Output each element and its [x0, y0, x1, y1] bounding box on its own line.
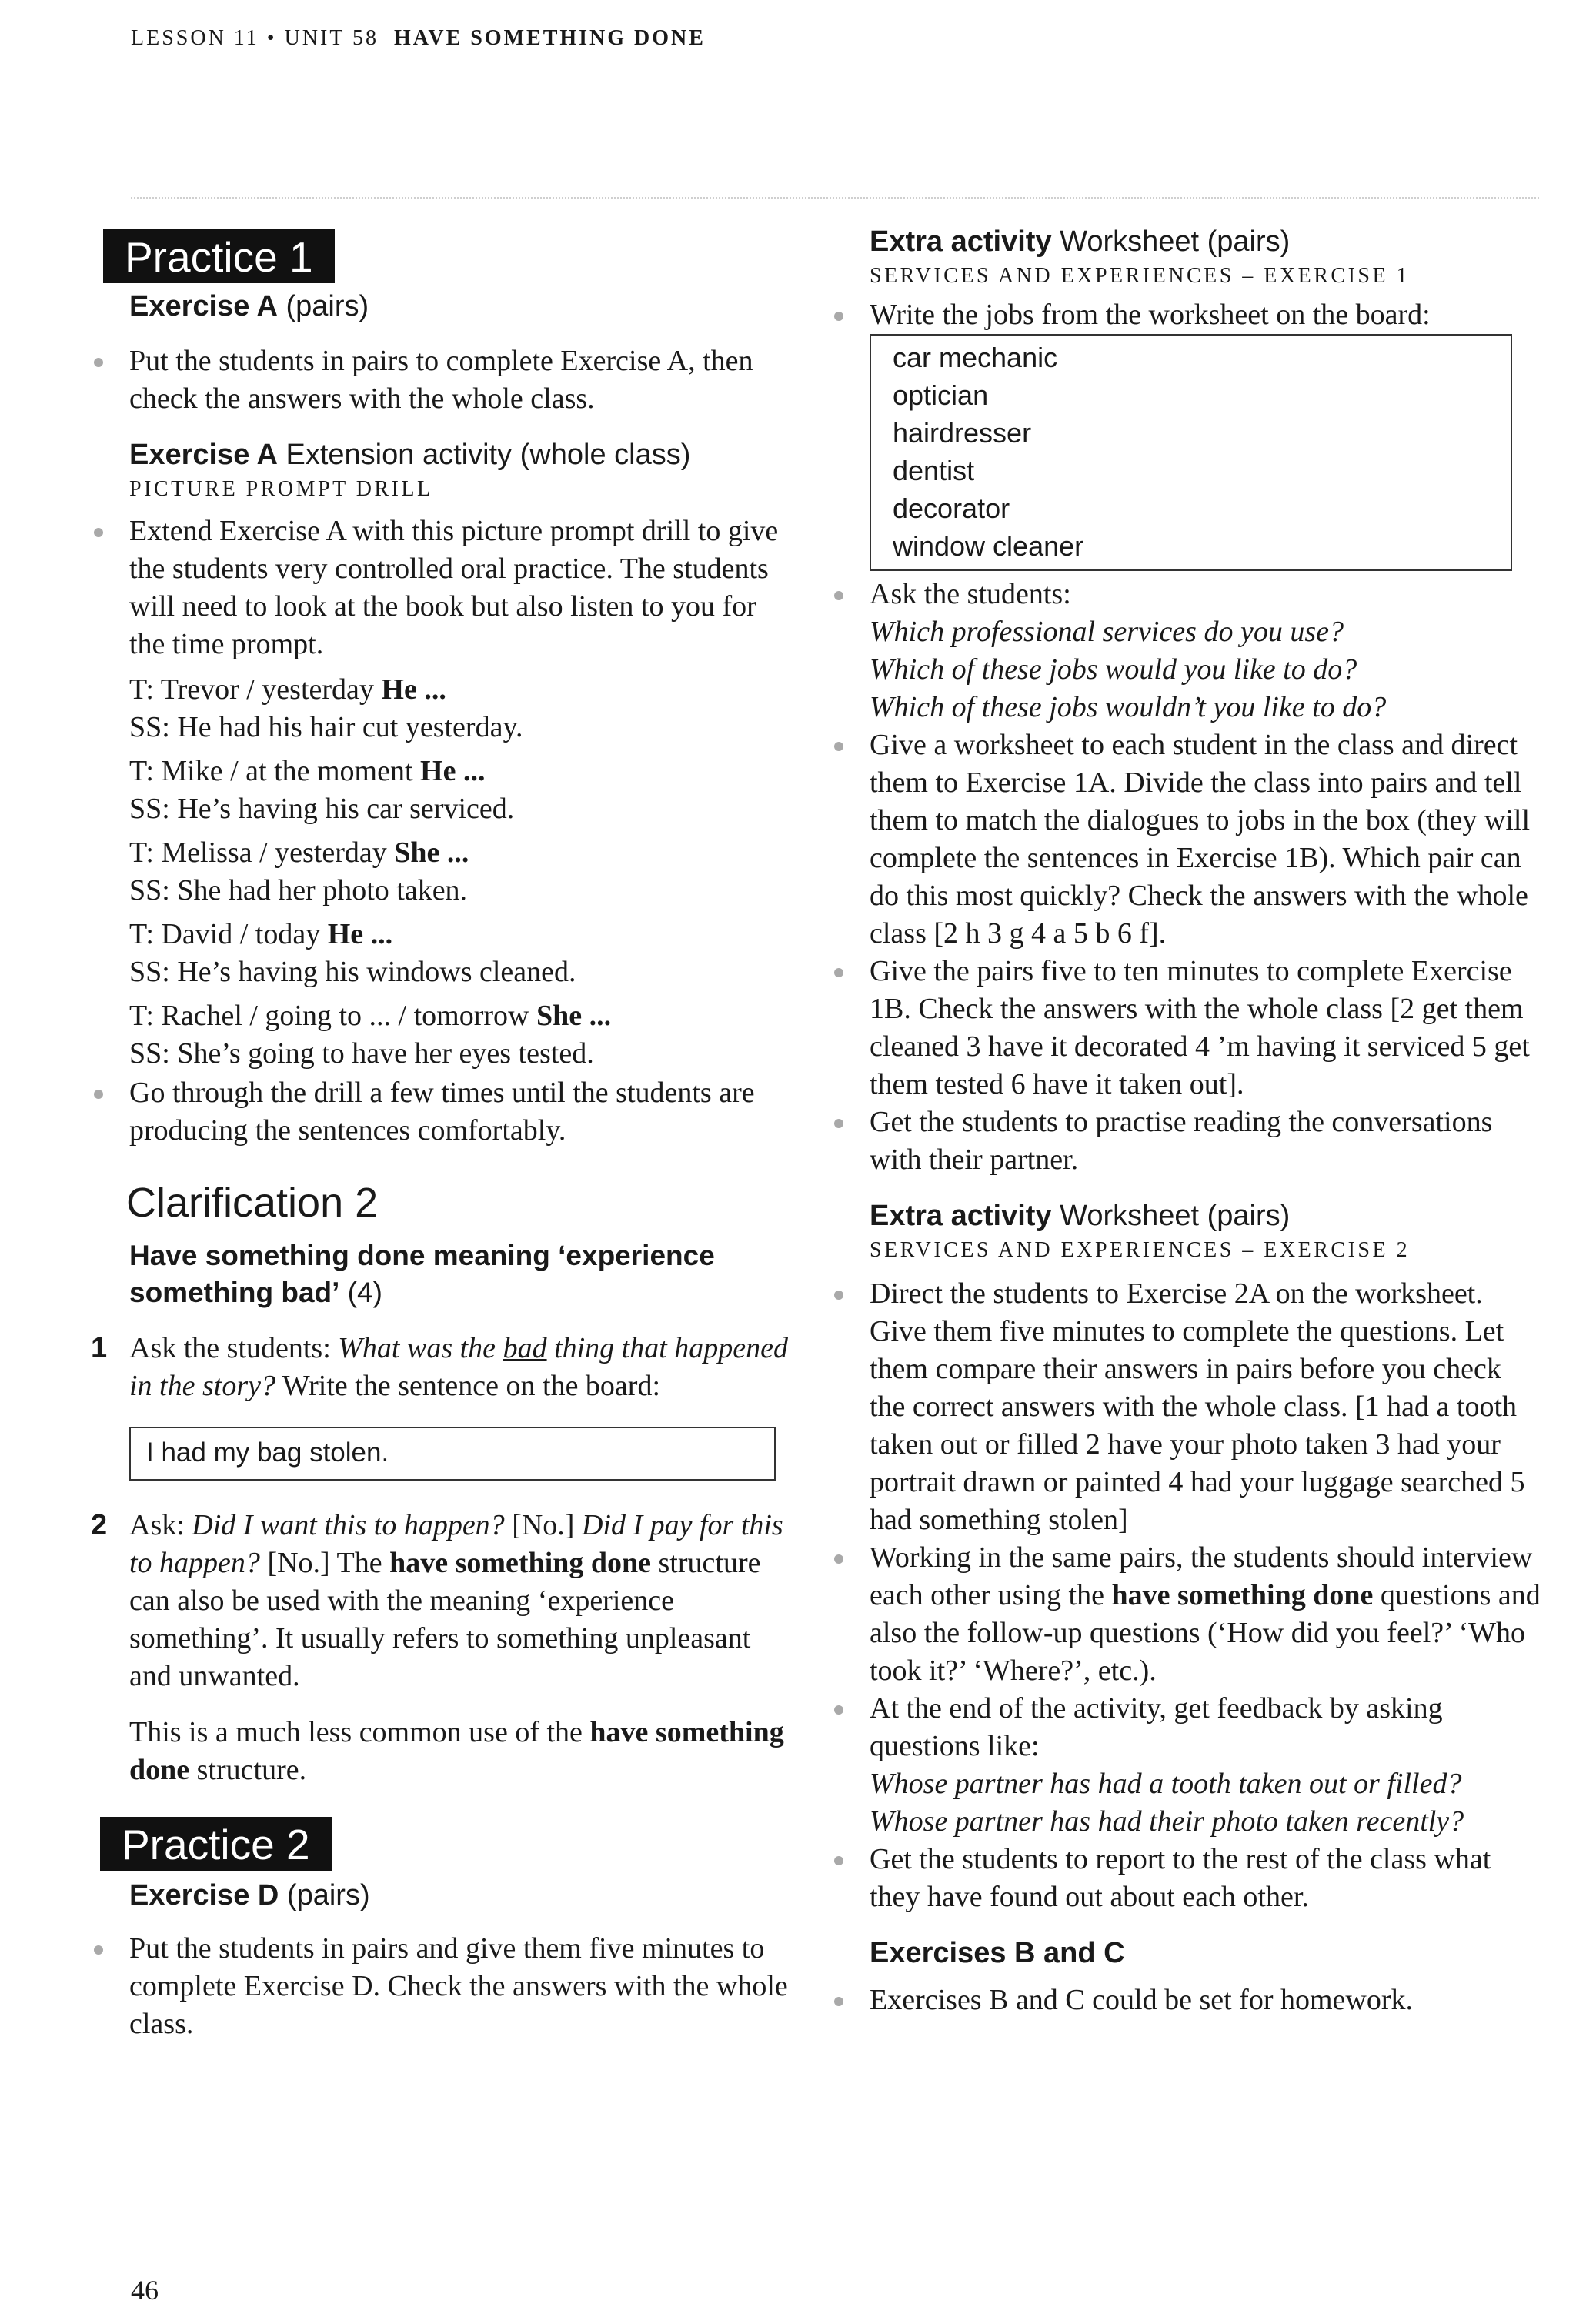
numbered-item-1 [83, 1330, 799, 1405]
item-question: thing that happened in the story? [129, 1332, 789, 1402]
item-number: 1 [91, 1332, 108, 1364]
drill-prompt [129, 671, 799, 709]
clarification-subheading-rest: (4) [339, 1277, 382, 1308]
drill-response: SS: She’s going to have her eyes tested. [129, 1037, 594, 1070]
item-underlined-word: bad [503, 1332, 547, 1364]
running-head-unit: UNIT 58 [284, 26, 379, 50]
bullet-interview [823, 1539, 1543, 1690]
job-item: window cleaner [893, 530, 1084, 562]
item-text: Ask: [129, 1509, 192, 1541]
bullet-ask-students: Ask the students: [823, 576, 1543, 613]
item-question: Did I pay for this to happen? [129, 1509, 783, 1579]
item-text: [No.] [504, 1509, 582, 1541]
jobs-box [870, 334, 1512, 571]
extra-activity-2-heading-rest: Worksheet (pairs) [1051, 1200, 1291, 1232]
bullet-text: questions and also the follow-up questions (‘How did you feel?’ ‘Who took it?’ ‘Where?’, etc.). [870, 1579, 1541, 1687]
practice-2-banner: Practice 2 [100, 1817, 332, 1871]
item-text: Ask the students: [129, 1332, 339, 1364]
exercise-d-heading-rest: (pairs) [279, 1879, 370, 1912]
usage-note-text: structure. [189, 1754, 307, 1786]
drill-teacher-line: T: Trevor / yesterday [129, 673, 382, 706]
page-number: 46 [131, 2275, 159, 2306]
right-column [823, 223, 1543, 2019]
job-item: dentist [893, 455, 975, 486]
item-question: What was the [338, 1332, 503, 1364]
prompt-drill [129, 671, 799, 1073]
board-sentence-box: I had my bag stolen. [129, 1427, 776, 1481]
extra-activity-2-label: SERVICES AND EXPERIENCES – EXERCISE 2 [870, 1238, 1411, 1262]
bullet-write-jobs: Write the jobs from the worksheet on the board: [823, 296, 1543, 334]
job-item: decorator [893, 493, 1010, 524]
bullet-report: Get the students to report to the rest of the class what they have found out about each other. [823, 1841, 1543, 1916]
exercise-a-heading-bold: Exercise A [129, 290, 278, 322]
bullet-exercise-1b: Give the pairs five to ten minutes to complete Exercise 1B. Check the answers with the whole class [2 get them cleaned 3 have it decorated 4 ’m having it serviced 5 get them tested 6 have it taken out]. [823, 953, 1543, 1104]
usage-note-bold-term: have something done [129, 1716, 784, 1786]
bullet-bold-term: have something done [1111, 1579, 1374, 1611]
bullet-exercise-d: Put the students in pairs and give them five minutes to complete Exercise D. Check the answers with the whole class. [83, 1930, 799, 2043]
extra-activity-1-label: SERVICES AND EXPERIENCES – EXERCISE 1 [870, 264, 1411, 288]
drill-prompt [129, 753, 799, 790]
clarification-subheading-bold: Have something done meaning ‘experience something bad’ [129, 1240, 715, 1308]
clarification-2-heading: Clarification 2 [126, 1180, 379, 1226]
drill-response: SS: He’s having his car serviced. [129, 793, 515, 825]
extension-heading-rest: Extension activity (whole class) [277, 439, 691, 471]
drill-prompt [129, 997, 799, 1035]
drill-response: SS: She had her photo taken. [129, 874, 468, 907]
item-text: structure can also be used with the meaning ‘experience something’. It usually refers to something unpleasant and unwanted. [129, 1547, 761, 1692]
exercise-d-heading-bold: Exercise D [129, 1879, 279, 1912]
bullet-extend-drill: Extend Exercise A with this picture prompt drill to give the students very controlled oral practice. The students will need to look at the book but also listen to you for the time prompt. [83, 513, 799, 663]
running-head-title: HAVE SOMETHING DONE [393, 26, 706, 50]
drill-cue: She ... [394, 836, 469, 869]
extra-activity-1-heading [870, 223, 1543, 261]
picture-prompt-drill-label: PICTURE PROMPT DRILL [129, 477, 433, 501]
extra-activity-2-heading [870, 1197, 1543, 1235]
drill-prompt [129, 916, 799, 953]
job-item: car mechanic [893, 342, 1058, 373]
drill-cue: He ... [327, 918, 393, 950]
bullet-exercise-a: Put the students in pairs to complete Exercise A, then check the answers with the whole class. [83, 342, 799, 418]
drill-cue: She ... [536, 1000, 612, 1032]
item-bold-term: have something done [389, 1547, 652, 1579]
drill-teacher-line: T: David / today [129, 918, 328, 950]
numbered-item-2 [83, 1507, 799, 1695]
exercise-d-heading [129, 1877, 799, 1915]
bullet-text: Working in the same pairs, the students should interview each other using the [870, 1541, 1533, 1611]
bullet-feedback: At the end of the activity, get feedback by asking questions like: [823, 1690, 1543, 1765]
clarification-subheading [129, 1237, 799, 1311]
question: Which of these jobs wouldn’t you like to do? [870, 691, 1387, 723]
left-column [83, 223, 799, 2043]
item-question: Did I want this to happen? [192, 1509, 505, 1541]
exercises-b-c-heading [870, 1935, 1543, 1972]
bullet-homework: Exercises B and C could be set for homework. [823, 1982, 1543, 2019]
running-head-separator: • [266, 26, 277, 50]
drill-response: SS: He had his hair cut yesterday. [129, 711, 523, 743]
practice-1-banner: Practice 1 [103, 229, 335, 283]
bullet-go-through-drill: Go through the drill a few times until the students are producing the sentences comfortably. [83, 1074, 799, 1150]
item-number: 2 [91, 1509, 108, 1541]
exercises-b-c-heading-bold: Exercises B and C [870, 1937, 1125, 1969]
drill-teacher-line: T: Rachel / going to ... / tomorrow [129, 1000, 536, 1032]
drill-cue: He ... [420, 755, 486, 787]
drill-cue: He ... [381, 673, 446, 706]
drill-response: SS: He’s having his windows cleaned. [129, 956, 576, 988]
job-item: hairdresser [893, 417, 1032, 449]
top-divider [131, 197, 1539, 199]
job-item: optician [893, 379, 989, 411]
exercise-a-heading-rest: (pairs) [277, 290, 369, 322]
drill-prompt [129, 834, 799, 872]
extra-activity-1-heading-bold: Extra activity [870, 225, 1052, 258]
extra-activity-1-heading-rest: Worksheet (pairs) [1051, 225, 1291, 258]
question: Which professional services do you use? [870, 616, 1344, 648]
item-text: [No.] The [259, 1547, 390, 1579]
running-head [131, 26, 706, 51]
question: Whose partner has had their photo taken recently? [870, 1805, 1464, 1838]
exercise-a-heading [129, 288, 799, 326]
question-list [870, 613, 1543, 726]
running-head-lesson: LESSON 11 [131, 26, 259, 50]
usage-note-text: This is a much less common use of the [129, 1716, 590, 1748]
extension-heading-bold: Exercise A [129, 439, 278, 471]
item-text: Write the sentence on the board: [275, 1370, 661, 1402]
bullet-exercise-2a: Direct the students to Exercise 2A on the worksheet. Give them five minutes to complete the questions. Let them compare their answers in pairs before you check the correct answers with the whole class. [1 had a tooth taken out or filled 2 have your photo taken 3 had your portrait drawn or painted 4 had your luggage searched 5 had something stolen] [823, 1275, 1543, 1539]
feedback-questions [870, 1765, 1543, 1841]
bullet-practise-reading: Get the students to practise reading the conversations with their partner. [823, 1104, 1543, 1179]
drill-teacher-line: T: Mike / at the moment [129, 755, 421, 787]
drill-teacher-line: T: Melissa / yesterday [129, 836, 395, 869]
usage-note [129, 1714, 799, 1789]
question: Which of these jobs would you like to do? [870, 653, 1357, 686]
question: Whose partner has had a tooth taken out or filled? [870, 1768, 1462, 1800]
bullet-give-worksheet: Give a worksheet to each student in the class and direct them to Exercise 1A. Divide the class into pairs and tell them to match the dialogues to jobs in the box (they will complete the sentences in Exercise 1B). Which pair can do this most quickly? Check the answers with the whole class [2 h 3 g 4 a 5 b 6 f]. [823, 726, 1543, 953]
extension-heading [129, 436, 799, 474]
extra-activity-2-heading-bold: Extra activity [870, 1200, 1052, 1232]
